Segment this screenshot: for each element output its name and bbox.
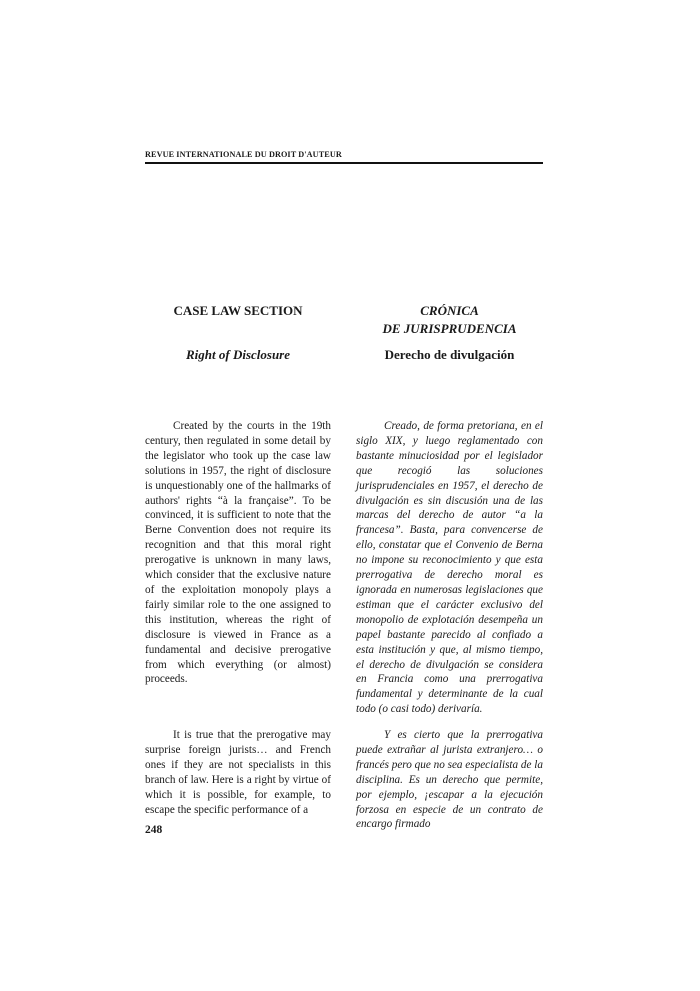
section-title-es xyxy=(356,302,543,338)
subtitle-en: Right of Disclosure xyxy=(185,347,290,362)
section-title-en: CASE LAW SECTION xyxy=(173,303,303,318)
paragraph-2-en: It is true that the prerogative may surprise foreign jurists… and French ones if they are not specialists in this branch of law. Here is a right by virtue of which it is possible, for example, to escape the specific performance of a xyxy=(145,729,331,816)
section-title-es-line-2: DE JURISPRUDENCIA xyxy=(382,321,517,336)
paragraph-2-es: Y es cierto que la prerrogativa puede extrañar al jurista extranjero… o francés pero que no sea especialista de la disciplina. Es un derecho que permite, por ejemplo, ¡escapar a la ejecución forzosa en especie de un contrato de encargo firmado xyxy=(356,729,543,831)
section-title-es-line-1: CRÓNICA xyxy=(420,303,479,318)
page-number: 248 xyxy=(145,824,163,836)
paragraph-1-es: Creado, de forma pretoriana, en el siglo XIX, y luego reglamentado con bastante minuciosidad por el legislador que recogió las soluciones jurisprudenciales en 1957, el derecho de divulgación es sin discusión una de las marcas del derecho de autor “a la francesa”. Basta, para convencerse de ello, constatar que el Convenio de Berna no impone su reconocimiento y que esta prerrogativa de derecho moral es ignorada en numerosas legislaciones que estiman que el carácter exclusivo del monopolio de explotación desempeña un papel bastante parecido al confiado a esta institución y que, al mismo tiempo, el derecho de divulgación se considera en Francia como una prerrogativa fundamental y determinante de la cual todo (o casi todo) derivaría. xyxy=(356,420,543,716)
paragraph-1-en: Created by the courts in the 19th century, then regulated in some detail by the legislator who took up the case law solutions in 1957, the right of disclosure is unquestionably one of the hallmarks of authors' rights “à la française”. To be convinced, it is sufficient to note that the Berne Convention does not require its recognition and that this moral right prerogative is unknown in many laws, which consider that the exclusive nature of the exploitation monopoly plays a fairly similar role to the one assigned to this institution, whereas the right of disclosure is viewed in France as a fundamental and decisive prerogative from which everything (or almost) proceeds. xyxy=(145,420,331,686)
subtitle-es: Derecho de divulgación xyxy=(384,347,515,362)
running-header: REVUE INTERNATIONALE DU DROIT D'AUTEUR xyxy=(145,150,543,164)
